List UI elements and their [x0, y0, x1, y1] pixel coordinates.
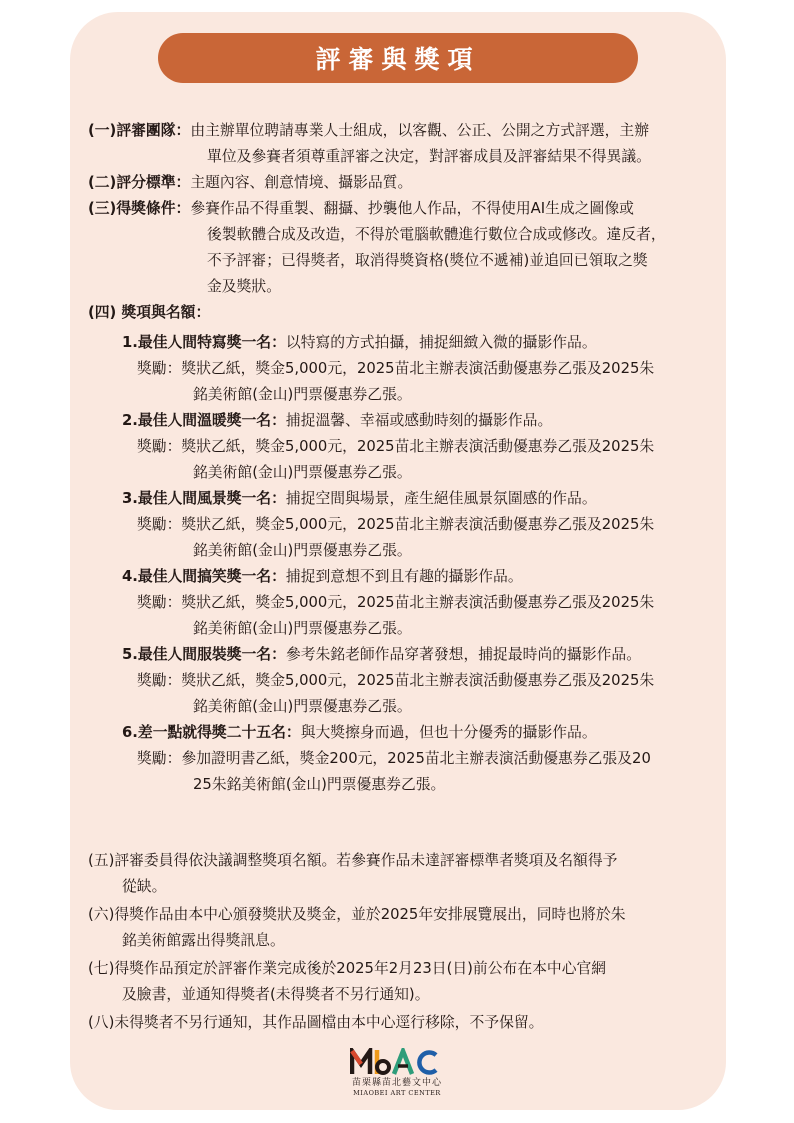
- reward-label: 獎勵：: [137, 750, 182, 767]
- award-title: 1.最佳人間特寫獎一名：: [122, 334, 286, 351]
- award-desc: 參考朱銘老師作品穿著發想，捕捉最時尚的攝影作品。: [285, 646, 642, 663]
- reward-text: 銘美術館(金山)門票優惠券乙張。: [193, 542, 412, 559]
- notes-section: [88, 848, 626, 1036]
- award-entry: [122, 720, 654, 798]
- item-text-line: 金及獎狀。: [207, 278, 281, 295]
- award-title: 2.最佳人間溫暖獎一名：: [122, 412, 286, 429]
- reward-text: 參加證明書乙紙，獎金200元，2025苗北主辦表演活動優惠券乙張及20: [181, 750, 651, 767]
- reward-label: 獎勵：: [137, 438, 182, 455]
- note-text: (五)評審委員得依決議調整獎項名額。若參賽作品未達評審標準者獎項及名額得予: [88, 852, 618, 869]
- miaobei-logo: [332, 1048, 462, 1098]
- award-entry: [122, 642, 654, 720]
- item-label: (二)評分標準：: [88, 174, 191, 191]
- reward-label: 獎勵：: [137, 594, 182, 611]
- item-label: (四) 獎項與名額：: [88, 304, 211, 321]
- award-title: 6.差一點就得獎二十五名：: [122, 724, 301, 741]
- item-text-line: 後製軟體合成及改造，不得於電腦軟體進行數位合成或修改。違反者，: [207, 226, 666, 243]
- reward-label: 獎勵：: [137, 516, 182, 533]
- award-desc: 與大獎擦身而過，但也十分優秀的攝影作品。: [300, 724, 597, 741]
- item-judging-team: [88, 118, 666, 144]
- item-text-continued: [88, 144, 666, 170]
- awards-list: [122, 330, 654, 798]
- item-text: 由主辦單位聘請專業人士組成，以客觀、公正、公開之方式評選，主辦: [190, 122, 650, 139]
- award-entry: [122, 486, 654, 564]
- item-text-line: 不予評審；已得獎者，取消得獎資格(獎位不遞補)並追回已領取之獎: [207, 252, 648, 269]
- note-text: 從缺。: [122, 878, 167, 895]
- reward-text: 銘美術館(金山)門票優惠券乙張。: [193, 464, 412, 481]
- award-entry: [122, 330, 654, 408]
- reward-text: 銘美術館(金山)門票優惠券乙張。: [193, 620, 412, 637]
- mbac-logo-mark: [350, 1048, 444, 1076]
- note-text: (六)得獎作品由本中心頒發獎狀及獎金，並於2025年安排展覽展出，同時也將於朱: [88, 906, 626, 923]
- item-text: 參賽作品不得重製、翻攝、抄襲他人作品，不得使用AI生成之圖像或: [190, 200, 634, 217]
- reward-text: 獎狀乙紙，獎金5,000元，2025苗北主辦表演活動優惠券乙張及2025朱: [181, 516, 655, 533]
- award-desc: 捕捉溫馨、幸福或感動時刻的攝影作品。: [285, 412, 553, 429]
- item-conditions: [88, 196, 666, 222]
- rules-section: [88, 118, 666, 326]
- item-text-continued: [88, 248, 666, 274]
- reward-text: 銘美術館(金山)門票優惠券乙張。: [193, 386, 412, 403]
- award-desc: 捕捉空間與場景，產生絕佳風景氛圍感的作品。: [285, 490, 597, 507]
- award-entry: [122, 564, 654, 642]
- note-text: (八)未得獎者不另行通知，其作品圖檔由本中心逕行移除，不予保留。: [88, 1014, 544, 1031]
- award-title: 4.最佳人間搞笑獎一名：: [122, 568, 286, 585]
- item-label: (三)得獎條件：: [88, 200, 191, 217]
- award-desc: 以特寫的方式拍攝，捕捉細緻入微的攝影作品。: [285, 334, 597, 351]
- item-text-continued: [88, 274, 666, 300]
- award-title: 3.最佳人間風景獎一名：: [122, 490, 286, 507]
- reward-text: 25朱銘美術館(金山)門票優惠券乙張。: [193, 776, 446, 793]
- award-desc: 捕捉到意想不到且有趣的攝影作品。: [285, 568, 523, 585]
- award-entry: [122, 408, 654, 486]
- award-title: 5.最佳人間服裝獎一名：: [122, 646, 286, 663]
- page-title: 評審與獎項: [315, 45, 481, 74]
- reward-text: 獎狀乙紙，獎金5,000元，2025苗北主辦表演活動優惠券乙張及2025朱: [181, 594, 655, 611]
- item-text: 主題內容、創意情境、攝影品質。: [190, 174, 413, 191]
- reward-text: 獎狀乙紙，獎金5,000元，2025苗北主辦表演活動優惠券乙張及2025朱: [181, 438, 655, 455]
- reward-text: 銘美術館(金山)門票優惠券乙張。: [193, 698, 412, 715]
- title-banner: [158, 33, 638, 83]
- item-criteria: [88, 170, 666, 196]
- logo-english-name: MIAOBEI ART CENTER: [353, 1089, 441, 1097]
- reward-label: 獎勵：: [137, 360, 182, 377]
- reward-text: 獎狀乙紙，獎金5,000元，2025苗北主辦表演活動優惠券乙張及2025朱: [181, 672, 655, 689]
- note-text: 及臉書，並通知得獎者(未得獎者不另行通知)。: [122, 986, 430, 1003]
- note-text: (七)得獎作品預定於評審作業完成後於2025年2月23日(日)前公布在本中心官網: [88, 960, 607, 977]
- item-awards-heading: [88, 300, 666, 326]
- note-text: 銘美術館露出得獎訊息。: [122, 932, 285, 949]
- reward-text: 獎狀乙紙，獎金5,000元，2025苗北主辦表演活動優惠券乙張及2025朱: [181, 360, 655, 377]
- reward-label: 獎勵：: [137, 672, 182, 689]
- item-label: (一)評審團隊：: [88, 122, 191, 139]
- item-text-line: 單位及參賽者須尊重評審之決定，對評審成員及評審結果不得異議。: [207, 148, 651, 165]
- item-text-continued: [88, 222, 666, 248]
- logo-chinese-name: 苗栗縣苗北藝文中心: [351, 1078, 442, 1088]
